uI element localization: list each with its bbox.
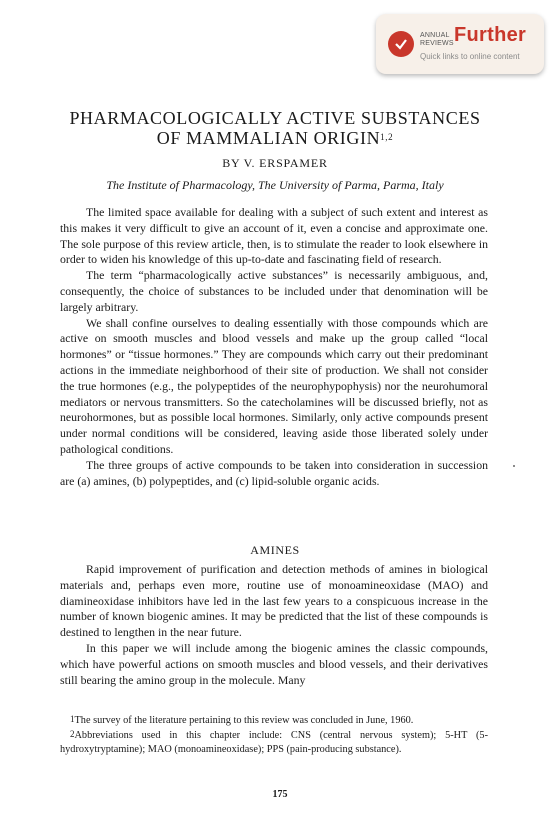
author-byline: BY V. ERSPAMER [222, 156, 328, 170]
annual-reviews-logo-icon [388, 31, 414, 57]
intro-paragraph-3: We shall confine ourselves to dealing essentially with those compounds which are active on smooth muscles and blood vessels and make up the group called “local hormones” or “tissue hormones.” They are compounds which carry out their predominant actions in the immediate neighborhood of their site of production. We shall not consider the true hormones (e.g., the polypeptides of the neurophypophysis) nor the neurohumoral mediators or nervous transmitters. So the catecholamines will be discussed briefly, not as neurohormones, but as possible local hormones. Similarly, only active compounds present under normal conditions will be considered, leaving aside those liberated solely under pathological conditions. [60, 315, 488, 456]
further-badge[interactable] [376, 14, 544, 74]
section-heading-amines: AMINES [250, 543, 300, 557]
footnote-2-mark: 2 [70, 728, 75, 739]
amines-paragraph-2: In this paper we will include among the biogenic amines the classic compounds, which have powerful actions on smooth muscles and blood vessels, and their derivatives still bearing the amino group in the molecule. Many [60, 640, 488, 687]
footnote-1-text: The survey of the literature pertaining to this review was concluded in June, 1960. [74, 715, 414, 726]
intro-paragraph-2: The term “pharmacologically active substances” is necessarily ambiguous, and, consequently, the choice of substances to be included under that denomination will be largely arbitrary. [60, 268, 488, 314]
intro-paragraph-1: The limited space available for dealing with a subject of such extent and interest as this makes it very difficult to give an account of it, even a concise and approximate one. The sole purpose of this review article, then, is to stimulate the reader to look elsewhere in order to widen his knowledge of this up-to-date and fascinating field of research. [60, 205, 488, 267]
amines-section [60, 562, 488, 688]
badge-brand-line1: ANNUAL [420, 32, 450, 39]
badge-tagline: Quick links to online content [420, 52, 520, 61]
badge-brand [420, 32, 454, 48]
badge-further-label[interactable]: Further [454, 24, 527, 46]
intro-section [60, 205, 488, 489]
article-title-text: OF MAMMALIAN ORIGIN [156, 128, 381, 148]
amines-paragraph-1: Rapid improvement of purification and detection methods of amines in biological materials and, perhaps even more, routine use of monoamineoxidase (MAO) and diamineoxidase inhibitors have led in the last few years to a conspicuous increase in the number of known biogenic amines. It may be predicted that the list of these compounds is destined to lengthen in the near future. [60, 562, 488, 640]
page-number: 175 [272, 789, 288, 800]
article-title-line1: PHARMACOLOGICALLY ACTIVE SUBSTANCES [69, 108, 481, 128]
footnote-2-text: Abbreviations used in this chapter include: CNS (central nervous system); 5-HT (5-hydroxytryptamine); MAO (monoamineoxidase); PPS (pain-producing substance). [60, 729, 488, 755]
footnote-1-mark: 1 [70, 714, 75, 724]
article-title-line2 [40, 128, 510, 148]
title-footnote-marks[interactable]: 1,2 [380, 132, 394, 142]
footnotes [60, 714, 488, 757]
badge-brand-line2: REVIEWS [420, 40, 454, 47]
author-affiliation: The Institute of Pharmacology, The University of Parma, Parma, Italy [106, 178, 444, 192]
footnote-1 [60, 714, 488, 728]
margin-mark [513, 465, 515, 467]
intro-paragraph-4: The three groups of active compounds to be taken into consideration in succession are (a) amines, (b) polypeptides, and (c) lipid-soluble organic acids. [60, 457, 488, 488]
footnote-2 [60, 729, 488, 757]
